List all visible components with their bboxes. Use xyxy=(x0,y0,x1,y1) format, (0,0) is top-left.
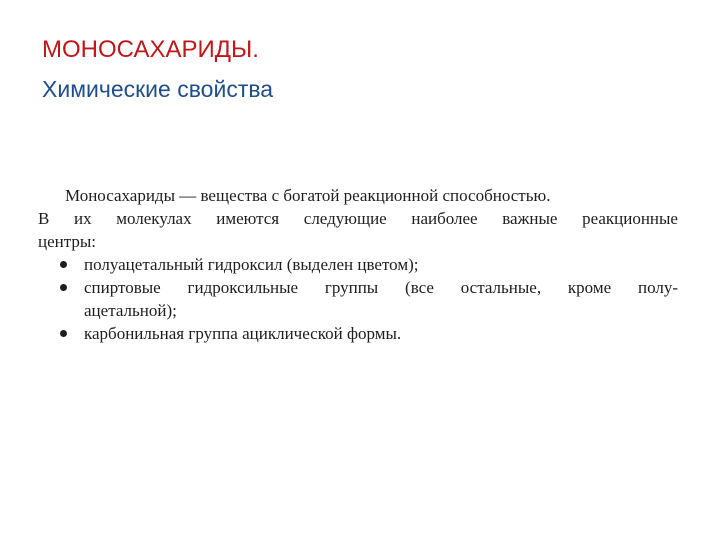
word: гидроксильные xyxy=(187,278,299,297)
word: наиболее xyxy=(411,209,478,228)
bullet-item-2 xyxy=(38,276,678,299)
word: их xyxy=(73,209,92,228)
word: следующие xyxy=(303,209,387,228)
word: спиртовые xyxy=(84,278,161,297)
word: молекулах xyxy=(116,209,192,228)
word: остальные, xyxy=(460,278,542,297)
bullet-text-line-2: ацетальной); xyxy=(84,301,177,320)
bullet-item-1 xyxy=(38,253,678,276)
paragraph-line-1: Моносахариды — вещества с богатой реакционной способностью. xyxy=(65,186,551,205)
word: важные xyxy=(502,209,558,228)
word: кроме xyxy=(567,278,612,297)
word: В xyxy=(38,209,50,228)
slide-subtitle: Химические свойства xyxy=(42,76,274,102)
word: полу- xyxy=(637,278,678,297)
word: (все xyxy=(405,278,434,297)
word: группы xyxy=(324,278,379,297)
paragraph-line-2 xyxy=(38,207,678,230)
bullet-text: полуацетальный гидроксил (выделен цветом); xyxy=(84,255,419,274)
body-text xyxy=(38,184,678,345)
slide-title: МОНОСАХАРИДЫ. xyxy=(42,36,259,63)
bullet-dot-icon xyxy=(60,284,67,291)
bullet-dot-icon xyxy=(60,330,67,337)
bullet-text-line-1 xyxy=(84,276,678,299)
bullet-item-3 xyxy=(38,322,678,345)
word: имеются xyxy=(216,209,280,228)
word: реакционные xyxy=(582,209,678,228)
bullet-text: карбонильная группа ациклической формы. xyxy=(84,324,402,343)
bullet-dot-icon xyxy=(60,261,67,268)
paragraph-line-3: центры: xyxy=(38,232,97,251)
